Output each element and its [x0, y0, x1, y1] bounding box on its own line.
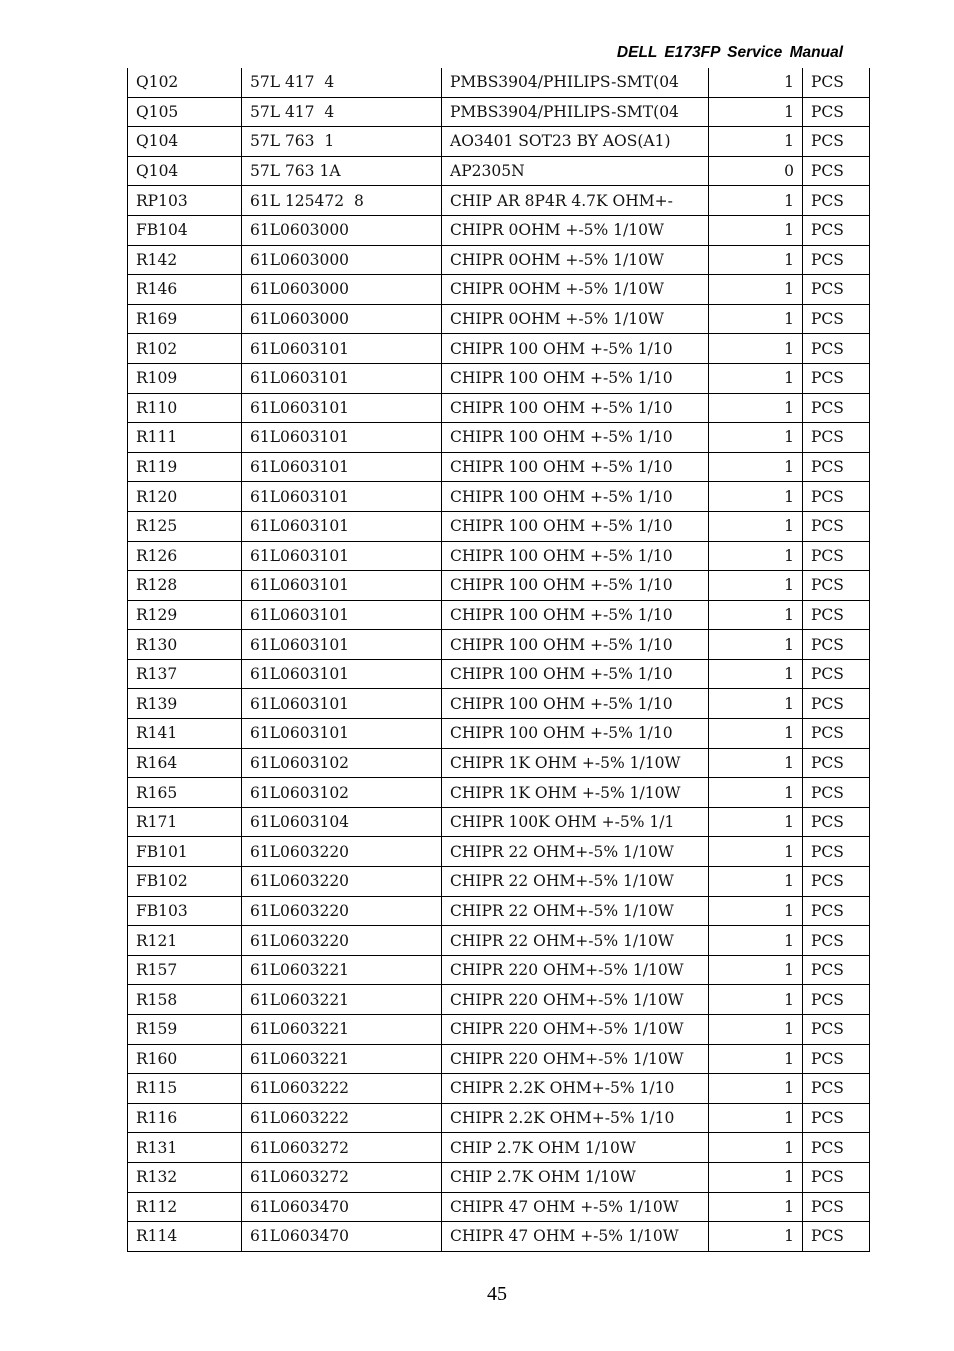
description-cell: CHIP 2.7K OHM 1/10W	[442, 1133, 709, 1163]
part-number-cell: 61L0603000	[242, 245, 442, 275]
unit-cell: PCS	[803, 1015, 870, 1045]
table-row	[128, 571, 870, 601]
quantity-cell: 1	[709, 1192, 803, 1222]
unit-cell: PCS	[803, 511, 870, 541]
location-cell: R165	[128, 778, 242, 808]
table-row	[128, 482, 870, 512]
part-number-cell: 61L0603101	[242, 334, 442, 364]
part-number-cell: 61L0603221	[242, 1015, 442, 1045]
part-number-cell: 61L0603101	[242, 630, 442, 660]
location-cell: R129	[128, 600, 242, 630]
part-number-cell: 61L0603220	[242, 837, 442, 867]
unit-cell: PCS	[803, 689, 870, 719]
table-row	[128, 807, 870, 837]
table-row	[128, 778, 870, 808]
location-cell: R142	[128, 245, 242, 275]
location-cell: R115	[128, 1074, 242, 1104]
quantity-cell: 1	[709, 837, 803, 867]
description-cell: CHIPR 100 OHM +-5% 1/10	[442, 689, 709, 719]
quantity-cell: 1	[709, 659, 803, 689]
unit-cell: PCS	[803, 955, 870, 985]
description-cell: CHIPR 100 OHM +-5% 1/10	[442, 719, 709, 749]
part-number-cell: 57L 417 4	[242, 97, 442, 127]
quantity-cell: 1	[709, 807, 803, 837]
location-cell: R159	[128, 1015, 242, 1045]
location-cell: R125	[128, 511, 242, 541]
table-row	[128, 955, 870, 985]
description-cell: PMBS3904/PHILIPS-SMT(04	[442, 68, 709, 97]
location-cell: R132	[128, 1162, 242, 1192]
unit-cell: PCS	[803, 1192, 870, 1222]
description-cell: CHIPR 100 OHM +-5% 1/10	[442, 363, 709, 393]
quantity-cell: 1	[709, 215, 803, 245]
table-row	[128, 97, 870, 127]
unit-cell: PCS	[803, 778, 870, 808]
table-row	[128, 689, 870, 719]
table-row	[128, 748, 870, 778]
location-cell: Q102	[128, 68, 242, 97]
quantity-cell: 1	[709, 778, 803, 808]
unit-cell: PCS	[803, 600, 870, 630]
description-cell: CHIPR 100K OHM +-5% 1/1	[442, 807, 709, 837]
description-cell: CHIPR 100 OHM +-5% 1/10	[442, 571, 709, 601]
part-number-cell: 57L 763 1	[242, 127, 442, 157]
table-row	[128, 186, 870, 216]
unit-cell: PCS	[803, 541, 870, 571]
description-cell: CHIPR 1K OHM +-5% 1/10W	[442, 778, 709, 808]
location-cell: FB103	[128, 896, 242, 926]
description-cell: AP2305N	[442, 156, 709, 186]
location-cell: R146	[128, 275, 242, 305]
quantity-cell: 1	[709, 245, 803, 275]
unit-cell: PCS	[803, 985, 870, 1015]
description-cell: CHIPR 47 OHM +-5% 1/10W	[442, 1222, 709, 1252]
part-number-cell: 61L0603272	[242, 1133, 442, 1163]
unit-cell: PCS	[803, 304, 870, 334]
description-cell: CHIPR 0OHM +-5% 1/10W	[442, 245, 709, 275]
unit-cell: PCS	[803, 156, 870, 186]
unit-cell: PCS	[803, 896, 870, 926]
quantity-cell: 1	[709, 452, 803, 482]
location-cell: R130	[128, 630, 242, 660]
table-row	[128, 719, 870, 749]
table-row	[128, 630, 870, 660]
part-number-cell: 61L0603101	[242, 541, 442, 571]
quantity-cell: 1	[709, 926, 803, 956]
description-cell: CHIPR 0OHM +-5% 1/10W	[442, 215, 709, 245]
description-cell: CHIPR 220 OHM+-5% 1/10W	[442, 1044, 709, 1074]
unit-cell: PCS	[803, 1103, 870, 1133]
part-number-cell: 61L0603101	[242, 363, 442, 393]
quantity-cell: 1	[709, 363, 803, 393]
table-row	[128, 215, 870, 245]
description-cell: CHIP 2.7K OHM 1/10W	[442, 1162, 709, 1192]
quantity-cell: 1	[709, 600, 803, 630]
description-cell: CHIPR 2.2K OHM+-5% 1/10	[442, 1103, 709, 1133]
quantity-cell: 1	[709, 1103, 803, 1133]
table-row	[128, 304, 870, 334]
table-row	[128, 511, 870, 541]
table-row	[128, 896, 870, 926]
table-row	[128, 127, 870, 157]
location-cell: R131	[128, 1133, 242, 1163]
table-row	[128, 334, 870, 364]
table-row	[128, 363, 870, 393]
location-cell: R157	[128, 955, 242, 985]
location-cell: R126	[128, 541, 242, 571]
location-cell: R158	[128, 985, 242, 1015]
part-number-cell: 61L0603221	[242, 1044, 442, 1074]
quantity-cell: 1	[709, 482, 803, 512]
description-cell: CHIPR 100 OHM +-5% 1/10	[442, 511, 709, 541]
quantity-cell: 1	[709, 423, 803, 453]
table-row	[128, 985, 870, 1015]
unit-cell: PCS	[803, 275, 870, 305]
description-cell: CHIPR 100 OHM +-5% 1/10	[442, 600, 709, 630]
description-cell: CHIPR 100 OHM +-5% 1/10	[442, 452, 709, 482]
part-number-cell: 61L0603000	[242, 304, 442, 334]
parts-list-body	[128, 68, 870, 1251]
quantity-cell: 1	[709, 334, 803, 364]
unit-cell: PCS	[803, 68, 870, 97]
part-number-cell: 61L0603220	[242, 926, 442, 956]
description-cell: CHIPR 100 OHM +-5% 1/10	[442, 334, 709, 364]
location-cell: FB104	[128, 215, 242, 245]
table-row	[128, 600, 870, 630]
description-cell: CHIPR 100 OHM +-5% 1/10	[442, 659, 709, 689]
unit-cell: PCS	[803, 659, 870, 689]
quantity-cell: 1	[709, 186, 803, 216]
unit-cell: PCS	[803, 719, 870, 749]
quantity-cell: 1	[709, 896, 803, 926]
part-number-cell: 61L0603470	[242, 1222, 442, 1252]
table-row	[128, 393, 870, 423]
location-cell: R119	[128, 452, 242, 482]
unit-cell: PCS	[803, 867, 870, 897]
description-cell: CHIPR 220 OHM+-5% 1/10W	[442, 1015, 709, 1045]
location-cell: R164	[128, 748, 242, 778]
unit-cell: PCS	[803, 571, 870, 601]
quantity-cell: 0	[709, 156, 803, 186]
part-number-cell: 61L0603221	[242, 955, 442, 985]
location-cell: R110	[128, 393, 242, 423]
part-number-cell: 61L0603104	[242, 807, 442, 837]
unit-cell: PCS	[803, 1162, 870, 1192]
location-cell: R139	[128, 689, 242, 719]
table-row	[128, 867, 870, 897]
unit-cell: PCS	[803, 1074, 870, 1104]
unit-cell: PCS	[803, 807, 870, 837]
unit-cell: PCS	[803, 1222, 870, 1252]
description-cell: CHIPR 1K OHM +-5% 1/10W	[442, 748, 709, 778]
quantity-cell: 1	[709, 689, 803, 719]
location-cell: R116	[128, 1103, 242, 1133]
quantity-cell: 1	[709, 275, 803, 305]
unit-cell: PCS	[803, 334, 870, 364]
quantity-cell: 1	[709, 1074, 803, 1104]
description-cell: CHIPR 22 OHM+-5% 1/10W	[442, 867, 709, 897]
location-cell: RP103	[128, 186, 242, 216]
part-number-cell: 61L0603101	[242, 423, 442, 453]
part-number-cell: 61L0603101	[242, 393, 442, 423]
location-cell: Q104	[128, 127, 242, 157]
location-cell: FB101	[128, 837, 242, 867]
unit-cell: PCS	[803, 97, 870, 127]
table-row	[128, 1162, 870, 1192]
table-row	[128, 452, 870, 482]
description-cell: CHIP AR 8P4R 4.7K OHM+-	[442, 186, 709, 216]
unit-cell: PCS	[803, 393, 870, 423]
location-cell: R137	[128, 659, 242, 689]
table-row	[128, 245, 870, 275]
quantity-cell: 1	[709, 571, 803, 601]
quantity-cell: 1	[709, 68, 803, 97]
table-row	[128, 156, 870, 186]
table-row	[128, 1192, 870, 1222]
location-cell: R171	[128, 807, 242, 837]
quantity-cell: 1	[709, 1162, 803, 1192]
location-cell: R169	[128, 304, 242, 334]
part-number-cell: 61L0603221	[242, 985, 442, 1015]
description-cell: CHIPR 100 OHM +-5% 1/10	[442, 393, 709, 423]
parts-list-table	[127, 68, 870, 1252]
location-cell: Q104	[128, 156, 242, 186]
quantity-cell: 1	[709, 955, 803, 985]
description-cell: CHIPR 0OHM +-5% 1/10W	[442, 275, 709, 305]
table-row	[128, 659, 870, 689]
part-number-cell: 61L0603101	[242, 482, 442, 512]
part-number-cell: 61L 125472 8	[242, 186, 442, 216]
unit-cell: PCS	[803, 363, 870, 393]
location-cell: R120	[128, 482, 242, 512]
location-cell: R102	[128, 334, 242, 364]
manual-header-title: DELL E173FP Service Manual	[616, 44, 843, 61]
part-number-cell: 61L0603000	[242, 275, 442, 305]
table-row	[128, 1074, 870, 1104]
quantity-cell: 1	[709, 1044, 803, 1074]
description-cell: CHIPR 100 OHM +-5% 1/10	[442, 423, 709, 453]
location-cell: R114	[128, 1222, 242, 1252]
unit-cell: PCS	[803, 630, 870, 660]
part-number-cell: 57L 763 1A	[242, 156, 442, 186]
part-number-cell: 61L0603101	[242, 659, 442, 689]
table-row	[128, 1044, 870, 1074]
location-cell: R111	[128, 423, 242, 453]
table-row	[128, 68, 870, 97]
unit-cell: PCS	[803, 423, 870, 453]
location-cell: R109	[128, 363, 242, 393]
description-cell: CHIPR 22 OHM+-5% 1/10W	[442, 837, 709, 867]
part-number-cell: 61L0603220	[242, 867, 442, 897]
part-number-cell: 61L0603101	[242, 452, 442, 482]
description-cell: PMBS3904/PHILIPS-SMT(04	[442, 97, 709, 127]
quantity-cell: 1	[709, 127, 803, 157]
quantity-cell: 1	[709, 719, 803, 749]
unit-cell: PCS	[803, 452, 870, 482]
page-number: 45	[487, 1283, 507, 1305]
description-cell: CHIPR 2.2K OHM+-5% 1/10	[442, 1074, 709, 1104]
quantity-cell: 1	[709, 630, 803, 660]
table-row	[128, 1103, 870, 1133]
unit-cell: PCS	[803, 837, 870, 867]
quantity-cell: 1	[709, 541, 803, 571]
unit-cell: PCS	[803, 245, 870, 275]
quantity-cell: 1	[709, 304, 803, 334]
table-row	[128, 541, 870, 571]
description-cell: CHIPR 22 OHM+-5% 1/10W	[442, 926, 709, 956]
part-number-cell: 61L0603220	[242, 896, 442, 926]
unit-cell: PCS	[803, 186, 870, 216]
part-number-cell: 61L0603101	[242, 511, 442, 541]
part-number-cell: 61L0603101	[242, 571, 442, 601]
quantity-cell: 1	[709, 1133, 803, 1163]
part-number-cell: 61L0603101	[242, 689, 442, 719]
table-row	[128, 423, 870, 453]
quantity-cell: 1	[709, 748, 803, 778]
table-row	[128, 1133, 870, 1163]
table-row	[128, 275, 870, 305]
part-number-cell: 57L 417 4	[242, 68, 442, 97]
part-number-cell: 61L0603470	[242, 1192, 442, 1222]
description-cell: CHIPR 220 OHM+-5% 1/10W	[442, 955, 709, 985]
description-cell: CHIPR 100 OHM +-5% 1/10	[442, 482, 709, 512]
unit-cell: PCS	[803, 215, 870, 245]
description-cell: CHIPR 100 OHM +-5% 1/10	[442, 541, 709, 571]
unit-cell: PCS	[803, 926, 870, 956]
location-cell: R112	[128, 1192, 242, 1222]
quantity-cell: 1	[709, 393, 803, 423]
location-cell: R121	[128, 926, 242, 956]
description-cell: AO3401 SOT23 BY AOS(A1)	[442, 127, 709, 157]
quantity-cell: 1	[709, 867, 803, 897]
part-number-cell: 61L0603222	[242, 1103, 442, 1133]
location-cell: Q105	[128, 97, 242, 127]
part-number-cell: 61L0603000	[242, 215, 442, 245]
table-row	[128, 837, 870, 867]
description-cell: CHIPR 100 OHM +-5% 1/10	[442, 630, 709, 660]
part-number-cell: 61L0603222	[242, 1074, 442, 1104]
part-number-cell: 61L0603102	[242, 778, 442, 808]
description-cell: CHIPR 220 OHM+-5% 1/10W	[442, 985, 709, 1015]
unit-cell: PCS	[803, 127, 870, 157]
table-row	[128, 1222, 870, 1252]
location-cell: FB102	[128, 867, 242, 897]
description-cell: CHIPR 22 OHM+-5% 1/10W	[442, 896, 709, 926]
quantity-cell: 1	[709, 1222, 803, 1252]
part-number-cell: 61L0603101	[242, 600, 442, 630]
location-cell: R160	[128, 1044, 242, 1074]
unit-cell: PCS	[803, 1133, 870, 1163]
table-row	[128, 926, 870, 956]
table-row	[128, 1015, 870, 1045]
unit-cell: PCS	[803, 482, 870, 512]
description-cell: CHIPR 47 OHM +-5% 1/10W	[442, 1192, 709, 1222]
part-number-cell: 61L0603101	[242, 719, 442, 749]
quantity-cell: 1	[709, 511, 803, 541]
location-cell: R141	[128, 719, 242, 749]
part-number-cell: 61L0603272	[242, 1162, 442, 1192]
unit-cell: PCS	[803, 748, 870, 778]
unit-cell: PCS	[803, 1044, 870, 1074]
quantity-cell: 1	[709, 985, 803, 1015]
location-cell: R128	[128, 571, 242, 601]
quantity-cell: 1	[709, 1015, 803, 1045]
quantity-cell: 1	[709, 97, 803, 127]
part-number-cell: 61L0603102	[242, 748, 442, 778]
description-cell: CHIPR 0OHM +-5% 1/10W	[442, 304, 709, 334]
